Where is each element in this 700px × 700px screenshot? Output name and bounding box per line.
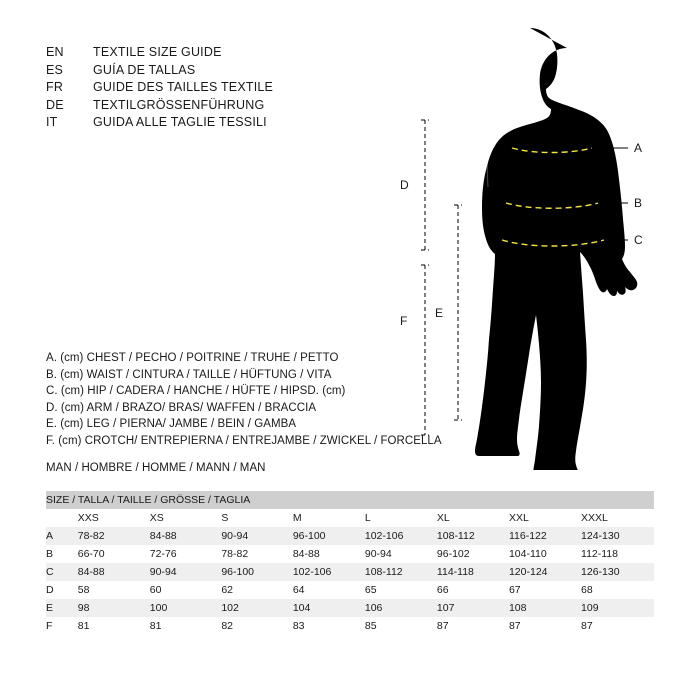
title-text: GUIDE DES TAILLES TEXTILE: [93, 80, 274, 94]
cell: 87: [509, 617, 581, 635]
title-lang-code: DE: [46, 97, 64, 112]
cell: 64: [293, 581, 365, 599]
cell: 84-88: [293, 545, 365, 563]
cell: 112-118: [581, 545, 654, 563]
table-row: [46, 581, 654, 599]
cell: 58: [78, 581, 150, 599]
marker-label-F: F: [400, 314, 408, 328]
column-header-xl: XL: [437, 509, 509, 527]
marker-label-D: D: [400, 178, 409, 192]
title-text: GUIDA ALLE TAGLIE TESSILI: [93, 115, 267, 129]
cell: 102-106: [293, 563, 365, 581]
column-header-xxs: XXS: [78, 509, 150, 527]
marker-label-B: B: [634, 196, 643, 210]
cell: 109: [581, 599, 654, 617]
column-header-xxxl: XXXL: [581, 509, 654, 527]
cell: 81: [150, 617, 222, 635]
cell: 78-82: [221, 545, 293, 563]
cell: 108: [509, 599, 581, 617]
cell: 84-88: [150, 527, 222, 545]
cell: 83: [293, 617, 365, 635]
legend-item-c: C. (cm) HIP / CADERA / HANCHE / HÜFTE / HIPSD. (cm): [46, 385, 346, 398]
table-row: [46, 599, 654, 617]
cell: 106: [365, 599, 437, 617]
legend-item-f: F. (cm) CROTCH/ ENTREPIERNA / ENTREJAMBE / ZWICKEL / FORCELLA: [46, 434, 442, 447]
cell: 66: [437, 581, 509, 599]
table-row: [46, 527, 654, 545]
corner-cell: [46, 509, 78, 527]
cell: 90-94: [365, 545, 437, 563]
cell: 68: [581, 581, 654, 599]
cell: 96-100: [221, 563, 293, 581]
table-header-row: [46, 491, 654, 509]
cell: 102: [221, 599, 293, 617]
cell: 114-118: [437, 563, 509, 581]
cell: 72-76: [150, 545, 222, 563]
cell: 124-130: [581, 527, 654, 545]
table-header-label: SIZE / TALLA / TAILLE / GRÖSSE / TAGLIA: [46, 491, 654, 509]
title-block: [46, 44, 376, 132]
legend-item-b: B. (cm) WAIST / CINTURA / TAILLE / HÜFTUNG / VITA: [46, 368, 332, 381]
cell: 90-94: [221, 527, 293, 545]
title-row: [46, 97, 376, 115]
legend-item-a: A. (cm) CHEST / PECHO / POITRINE / TRUHE / PETTO: [46, 352, 339, 364]
cell: 126-130: [581, 563, 654, 581]
cell: 82: [221, 617, 293, 635]
cell: 100: [150, 599, 222, 617]
cell: 87: [581, 617, 654, 635]
table-row: [46, 617, 654, 635]
marker-label-C: C: [634, 233, 643, 247]
marker-label-A: A: [634, 141, 643, 155]
cell: 67: [509, 581, 581, 599]
title-row: [46, 44, 376, 62]
row-label: B: [46, 545, 78, 563]
row-label: D: [46, 581, 78, 599]
row-label: E: [46, 599, 78, 617]
legend-item-e: E. (cm) LEG / PIERNA/ JAMBE / BEIN / GAMBA: [46, 418, 297, 431]
column-header-xxl: XXL: [509, 509, 581, 527]
legend-item-d: D. (cm) ARM / BRAZO/ BRAS/ WAFFEN / BRACCIA: [46, 401, 317, 414]
table-row: [46, 545, 654, 563]
cell: 104-110: [509, 545, 581, 563]
table-row: [46, 563, 654, 581]
title-lang-code: EN: [46, 45, 64, 59]
cell: 107: [437, 599, 509, 617]
title-text: TEXTILE SIZE GUIDE: [93, 45, 222, 59]
cell: 96-100: [293, 527, 365, 545]
bracket-arm-D: [421, 120, 429, 250]
cell: 108-112: [437, 527, 509, 545]
cell: 65: [365, 581, 437, 599]
cell: 116-122: [509, 527, 581, 545]
title-text: GUÍA DE TALLAS: [93, 62, 196, 77]
title-row: [46, 79, 376, 97]
title-row: [46, 114, 376, 132]
cell: 120-124: [509, 563, 581, 581]
column-header-m: M: [293, 509, 365, 527]
marker-label-E: E: [435, 306, 444, 320]
cell: 98: [78, 599, 150, 617]
cell: 60: [150, 581, 222, 599]
cell: 78-82: [78, 527, 150, 545]
cell: 96-102: [437, 545, 509, 563]
title-lang-code: FR: [46, 80, 64, 94]
cell: 85: [365, 617, 437, 635]
row-label: F: [46, 617, 78, 635]
title-row: [46, 62, 376, 80]
cell: 102-106: [365, 527, 437, 545]
cell: 87: [437, 617, 509, 635]
cell: 62: [221, 581, 293, 599]
column-header-xs: XS: [150, 509, 222, 527]
cell: 81: [78, 617, 150, 635]
cell: 66-70: [78, 545, 150, 563]
cell: 108-112: [365, 563, 437, 581]
title-lang-code: ES: [46, 62, 64, 77]
title-lang-code: IT: [46, 115, 58, 129]
cell: 104: [293, 599, 365, 617]
column-header-s: S: [221, 509, 293, 527]
cell: 84-88: [78, 563, 150, 581]
cell: 90-94: [150, 563, 222, 581]
row-label: C: [46, 563, 78, 581]
table-column-row: [46, 509, 654, 527]
size-table: [46, 491, 654, 635]
title-text: TEXTILGRÖSSENFÜHRUNG: [93, 97, 265, 112]
column-header-l: L: [365, 509, 437, 527]
row-label: A: [46, 527, 78, 545]
gender-line: MAN / HOMBRE / HOMME / MANN / MAN: [46, 462, 266, 474]
legend-block: [46, 350, 466, 450]
